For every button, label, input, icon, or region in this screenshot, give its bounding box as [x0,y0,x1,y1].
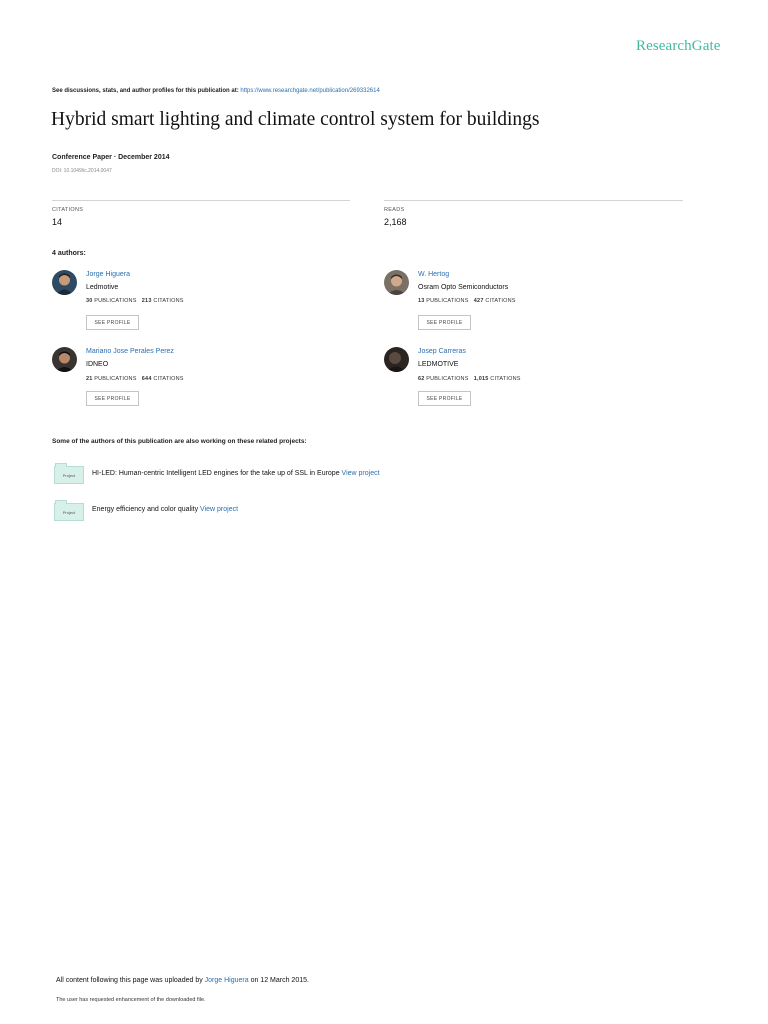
project-item-1 [92,470,380,477]
author-avatar-3[interactable] [52,347,77,372]
author-citations-count-1: 213 [141,298,152,304]
see-discussions-line [52,88,380,94]
author-avatar-1[interactable] [52,270,77,295]
uploaded-prefix: All content following this page was uploaded by [56,977,205,984]
publications-label: PUBLICATIONS [426,376,469,382]
author-stats-4 [418,376,521,382]
author-publications-count-2: 13 [418,298,425,304]
citations-word: CITATIONS [490,376,521,382]
author-institution-4: LEDMOTIVE [418,361,459,368]
citations-value: 14 [52,217,63,227]
citations-label: CITATIONS [52,207,84,213]
publications-label: PUBLICATIONS [94,298,137,304]
publications-label: PUBLICATIONS [94,376,137,382]
uploaded-suffix: on 12 March 2015. [248,977,309,984]
see-profile-button-2[interactable]: SEE PROFILE [418,315,471,330]
publication-url-link[interactable]: https://www.researchgate.net/publication/269332614 [240,88,380,94]
see-profile-button-4[interactable]: SEE PROFILE [418,391,471,406]
project-icon-label: Project [62,510,76,515]
author-stats-3 [86,376,184,382]
related-projects-heading: Some of the authors of this publication are also working on these related projects: [52,438,307,445]
view-project-link-2[interactable]: View project [200,506,239,513]
reads-label: READS [384,207,405,213]
author-citations-count-3: 644 [141,376,152,382]
citations-word: CITATIONS [153,376,184,382]
author-stats-2 [418,298,516,304]
publication-title: Hybrid smart lighting and climate control system for buildings [51,109,540,130]
author-citations-count-4: 1,015 [473,376,489,382]
reads-divider [384,200,683,201]
author-name-1[interactable]: Jorge Higuera [86,271,130,278]
project-title-1: HI-LED: Human-centric Intelligent LED engines for the take up of SSL in Europe [92,470,342,477]
publications-label: PUBLICATIONS [426,298,469,304]
author-citations-count-2: 427 [473,298,484,304]
see-profile-button-1[interactable]: SEE PROFILE [86,315,139,330]
project-title-2: Energy efficiency and color quality [92,506,201,513]
author-avatar-4[interactable] [384,347,409,372]
author-institution-2: Osram Opto Semiconductors [418,284,509,291]
see-profile-button-3[interactable]: SEE PROFILE [86,391,139,406]
see-discussions-text: See discussions, stats, and author profiles for this publication at: [52,88,241,94]
project-item-2 [92,506,238,513]
author-name-3[interactable]: Mariano Jose Perales Perez [86,348,174,355]
citations-word: CITATIONS [153,298,184,304]
author-name-2[interactable]: W. Hertog [418,271,450,278]
project-folder-icon-1 [54,466,84,484]
reads-value: 2,168 [384,217,407,227]
author-publications-count-3: 21 [86,376,93,382]
publication-type-date: Conference Paper · December 2014 [52,154,170,161]
authors-heading: 4 authors: [52,250,86,257]
author-stats-1 [86,298,184,304]
citations-word: CITATIONS [485,298,516,304]
view-project-link-1[interactable]: View project [341,470,380,477]
citations-divider [52,200,350,201]
author-avatar-2[interactable] [384,270,409,295]
author-name-4[interactable]: Josep Carreras [418,348,466,355]
uploader-link[interactable]: Jorge Higuera [204,977,249,984]
author-institution-3: IDNEO [86,361,109,368]
uploaded-note [56,977,309,984]
publication-doi: DOI: 10.1049/ic.2014.0047 [52,168,112,174]
project-icon-label: Project [62,473,76,478]
enhancement-note: The user has requested enhancement of the downloaded file. [56,997,206,1003]
researchgate-logo[interactable]: ResearchGate [636,38,721,54]
author-publications-count-4: 62 [418,376,425,382]
project-folder-icon-2 [54,503,84,521]
author-institution-1: Ledmotive [86,284,119,291]
author-publications-count-1: 30 [86,298,93,304]
